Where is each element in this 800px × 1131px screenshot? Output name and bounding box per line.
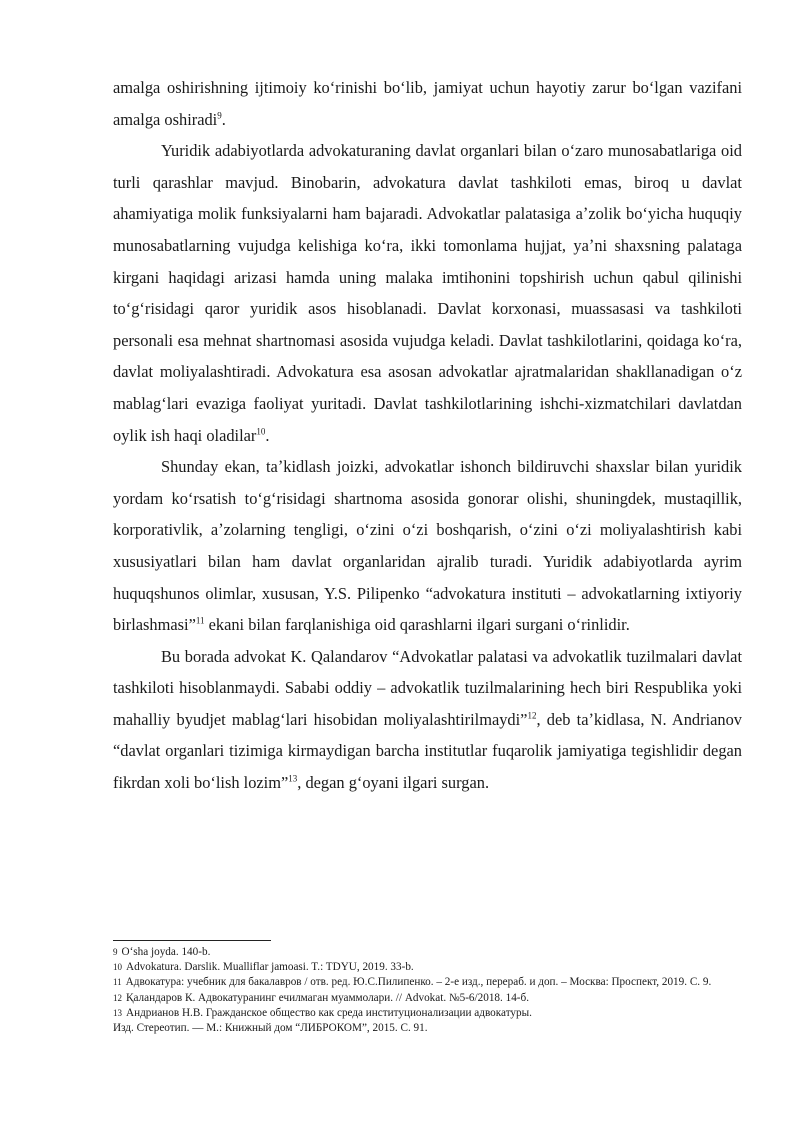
footnote-item <box>113 991 742 1006</box>
footnote-reference[interactable]: 11 <box>195 615 205 626</box>
footnote-number: 10 <box>113 962 122 973</box>
footnote-reference[interactable]: 10 <box>256 426 266 437</box>
footnote-item <box>113 960 742 975</box>
paragraph-4 <box>113 641 742 799</box>
footnote-number: 11 <box>113 977 122 988</box>
footnote-reference[interactable]: 12 <box>527 710 537 721</box>
paragraph-text: . <box>221 109 226 129</box>
footnote-text: Андрианов Н.В. Гражданское общество как среда институционализации адвокатуры. <box>126 1006 532 1019</box>
footnote-reference[interactable]: 13 <box>288 773 298 784</box>
footnote-number: 13 <box>113 1007 122 1018</box>
footnote-item <box>113 975 742 990</box>
footnote-text: Адвокатура: учебник для бакалавров / отв. ред. Ю.С.Пилипенко. – 2-е изд., перераб. и доп. – Москва: Проспект, 2019. С. 9. <box>125 976 712 989</box>
footnote-reference[interactable]: 9 <box>217 110 222 121</box>
footnote-number: 12 <box>113 992 122 1003</box>
footnote-text: Advokatura. Darslik. Mualliflar jamoasi. T.: TDYU, 2019. 33-b. <box>126 961 414 974</box>
paragraph-2 <box>113 135 742 451</box>
paragraph-1 <box>113 72 742 135</box>
paragraph-text: Shunday ekan, taʼkidlash joizki, advokatlar ishonch bildiruvchi shaxslar bilan yuridik yordam koʻrsatish toʻgʻrisidagi shartnoma asosida gonorar olishi, shuningdek, mustaqillik, korporativlik, aʼzolarning tengligi, oʻzini oʻzi boshqarish, oʻzini oʻzi moliyalashtirish kabi xususiyatlari bilan ham davlat organlaridan ajralib turadi. Yuridik adabiyotlarda ayrim huquqshunos olimlar, xususan, Y.S. Pilipenko “advokatura instituti – advokatlarning ixtiyoriy birlashmasi” <box>113 457 742 635</box>
document-body <box>113 72 742 799</box>
paragraph-3 <box>113 451 742 641</box>
footnote-number: 9 <box>113 947 118 957</box>
paragraph-text: amalga oshirishning ijtimoiy koʻrinishi boʻlib, jamiyat uchun hayotiy zarur boʻlgan vazifani amalga oshiradi <box>113 78 742 129</box>
footnote-item <box>113 945 742 960</box>
paragraph-text: , degan gʻoyani ilgari surgan. <box>297 773 490 793</box>
paragraph-text: , deb taʼkidlasa, N. Andrianov “davlat organlari tizimiga kirmaydigan barcha institutlar fuqarolik jamiyatiga tegishlidir degan fikrdan xoli boʻlish lozim” <box>113 709 742 793</box>
footnote-text: Oʻsha joyda. 140-b. <box>121 946 211 958</box>
footnote-text: Изд. Стереотип. — М.: Книжный дом “ЛИБРОКОМ”, 2015. С. 91. <box>113 1022 428 1035</box>
footnote-list <box>113 945 742 1036</box>
footnote-text: Қаландаров К. Адвокатуранинг ечилмаган муаммолари. // Advokat. №5-6/2018. 14-б. <box>126 991 530 1004</box>
footnote-separator <box>113 940 271 941</box>
footnote-item <box>113 1006 742 1021</box>
paragraph-text: ekani bilan farqlanishiga oid qarashlarni ilgari surgani oʻrinlidir. <box>204 615 630 635</box>
footnote-item <box>113 1021 742 1036</box>
paragraph-text: Bu borada advokat K. Qalandarov “Advokatlar palatasi va advokatlik tuzilmalari davlat tashkiloti hisoblanmaydi. Sababi oddiy – advokatlik tuzilmalarining hech biri Respublika yoki mahalliy byudjet mablagʻlari hisobidan moliyalashtirilmaydi” <box>113 646 742 729</box>
paragraph-text: Yuridik adabiyotlarda advokaturaning davlat organlari bilan oʻzaro munosabatlariga oid turli qarashlar mavjud. Binobarin, advokatura davlat tashkiloti emas, biroq u davlat ahamiyatiga molik funksiyalarni ham bajaradi. Advokatlar palatasiga aʼzolik boʻyicha huquqiy munosabatlarning vujudga kelishiga koʻra, ikki tomonlama hujjat, yaʼni shaxsning palataga kirgani haqidagi arizasi hamda uning malaka imtihonini topshirish uchun qabul qilinishi toʻgʻrisidagi qaror yuridik asos hisoblanadi. Davlat korxonasi, muassasasi va tashkiloti personali esa mehnat shartnomasi asosida vujudga keladi. Davlat tashkilotlarini, qoidaga koʻra, davlat moliyalashtiradi. Advokatura esa asosan advokatlar ajratmalaridan shakllanadigan oʻz mablagʻlari evaziga faoliyat yuritadi. Davlat tashkilotlarining ishchi-xizmatchilari davlatdan oylik ish haqi oladilar <box>113 141 742 445</box>
footnotes-section <box>113 940 742 1036</box>
paragraph-text: . <box>265 425 270 445</box>
